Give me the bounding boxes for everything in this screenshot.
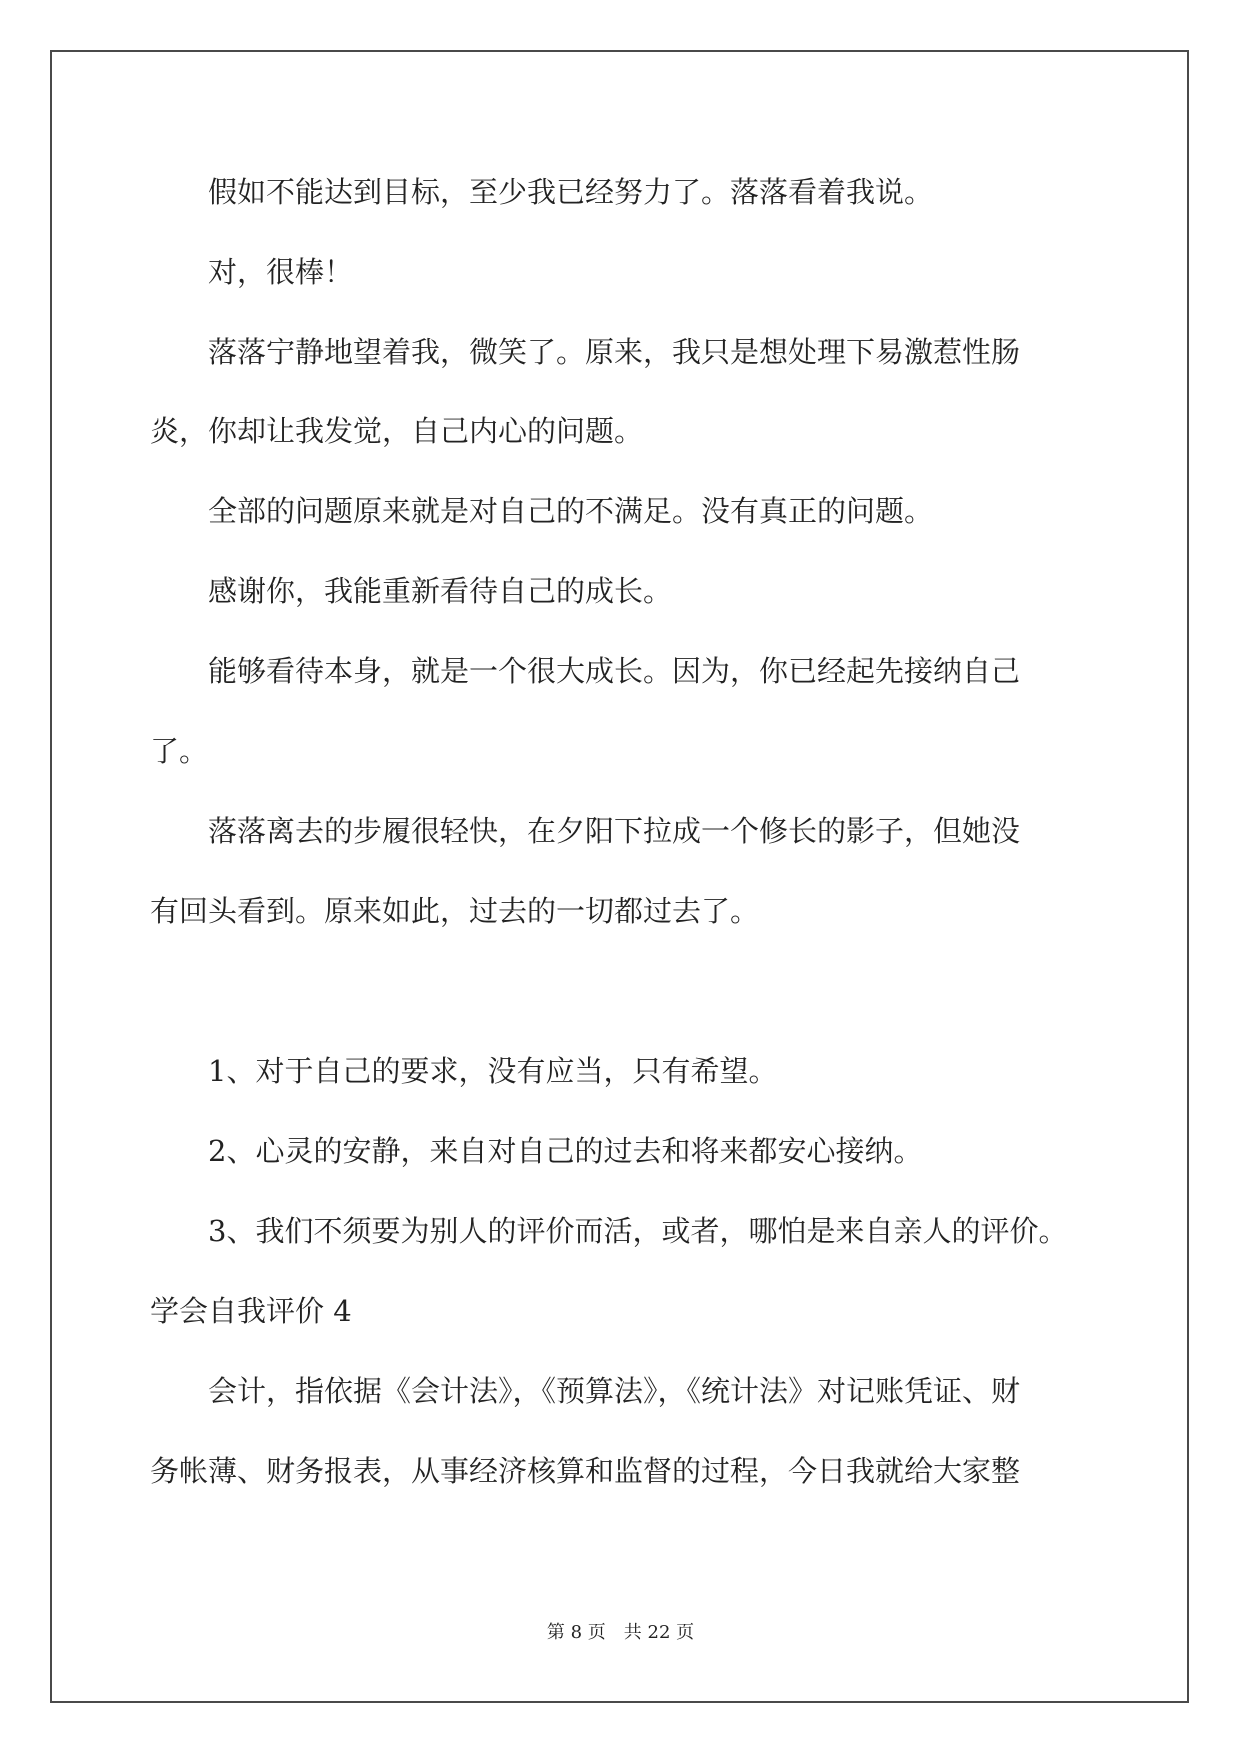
list-item: 1、对于自己的要求，没有应当，只有希望。 bbox=[150, 1054, 778, 1088]
paragraph-line: 有回头看到。原来如此，过去的一切都过去了。 bbox=[150, 894, 760, 928]
paragraph-line: 落落宁静地望着我，微笑了。原来，我只是想处理下易激惹性肠 bbox=[150, 335, 1021, 369]
paragraph-line: 能够看待本身，就是一个很大成长。因为，你已经起先接纳自己 bbox=[150, 654, 1021, 688]
page-total: 共 22 页 bbox=[623, 1622, 695, 1643]
paragraph-line: 感谢你，我能重新看待自己的成长。 bbox=[150, 574, 673, 608]
paragraph-line: 全部的问题原来就是对自己的不满足。没有真正的问题。 bbox=[150, 494, 934, 528]
paragraph-line: 炎，你却让我发觉，自己内心的问题。 bbox=[150, 414, 644, 448]
paragraph-line: 会计，指依据《会计法》，《预算法》，《统计法》对记账凭证、财 bbox=[150, 1374, 1021, 1408]
paragraph-line: 落落离去的步履很轻快，在夕阳下拉成一个修长的影子，但她没 bbox=[150, 814, 1021, 848]
paragraph-line: 了。 bbox=[150, 734, 209, 768]
section-heading: 学会自我评价 4 bbox=[150, 1294, 352, 1328]
list-item: 3、我们不须要为别人的评价而活，或者，哪怕是来自亲人的评价。 bbox=[150, 1214, 1068, 1248]
paragraph-line: 务帐薄、财务报表，从事经济核算和监督的过程，今日我就给大家整 bbox=[150, 1454, 1021, 1488]
paragraph-line: 对，很棒！ bbox=[150, 255, 354, 289]
paragraph-line: 假如不能达到目标，至少我已经努力了。落落看着我说。 bbox=[150, 175, 934, 209]
page-number: 第 8 页 bbox=[546, 1622, 606, 1643]
list-item: 2、心灵的安静，来自对自己的过去和将来都安心接纳。 bbox=[150, 1134, 923, 1168]
page-footer bbox=[0, 1618, 1241, 1644]
